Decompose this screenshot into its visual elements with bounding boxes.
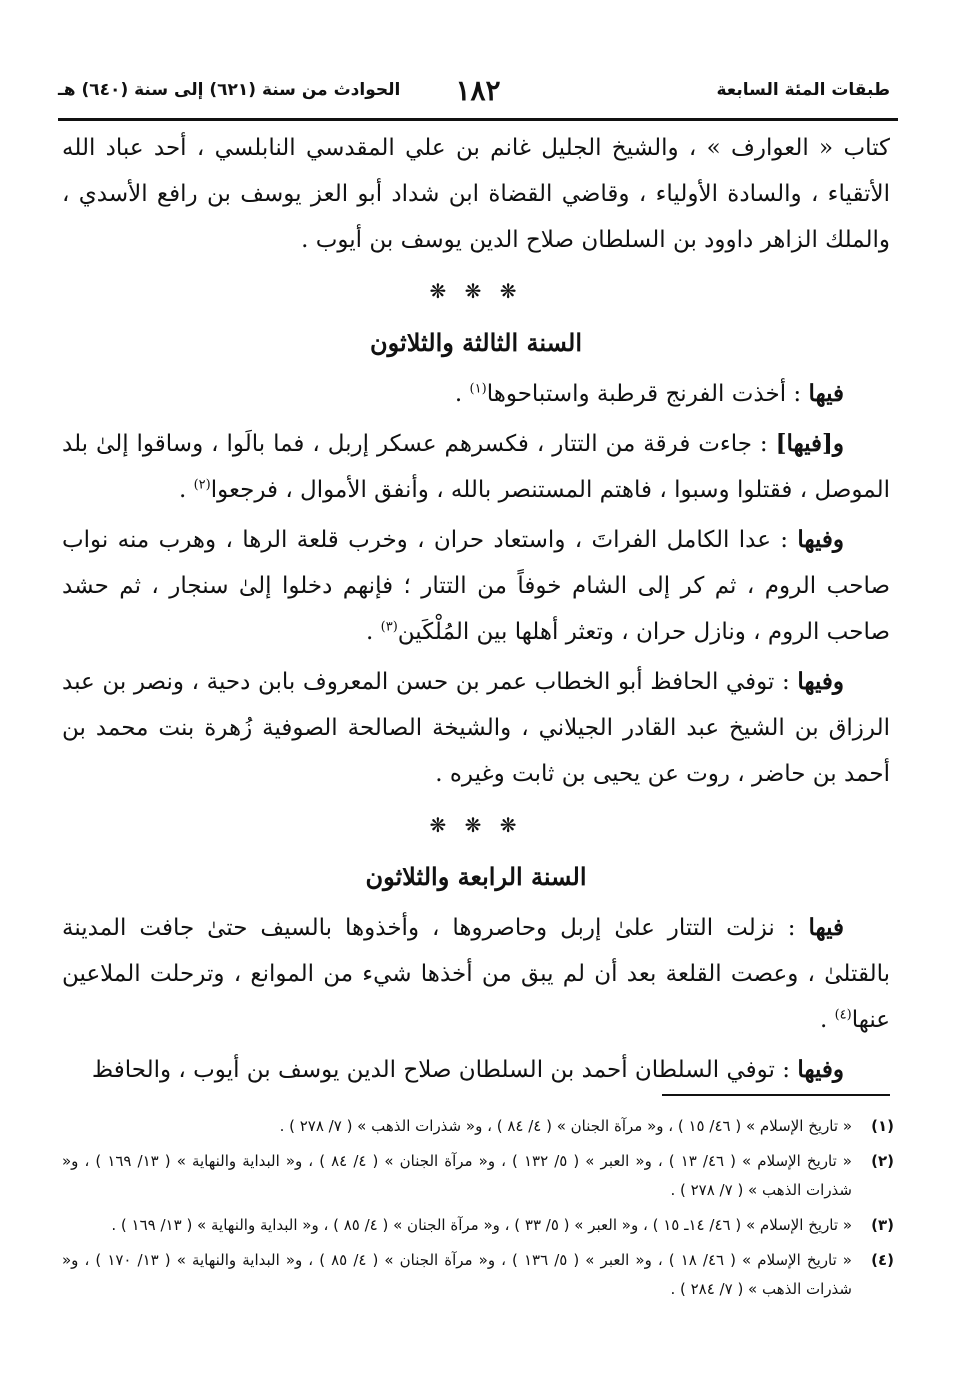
- paragraph: [62, 421, 890, 513]
- footnote-number: (٤): [871, 1251, 894, 1269]
- footnote-number: (١): [871, 1117, 894, 1135]
- paragraph-lead: وفيها: [797, 526, 844, 553]
- paragraph-text: : جاءت فرقة من التتار ، فكسرهم عسكر إربل ، فما بالَوا ، وساقوا إلىٰ بلد الموصل ، فقتلوا وسبوا ، فاهتم المستنصر بالله ، وأنفق الأموال ، فرجعوا: [62, 431, 890, 503]
- paragraph: [62, 905, 890, 1043]
- footnote: [62, 1112, 894, 1141]
- paragraph-text: : توفي السلطان أحمد بن السلطان صلاح الدين يوسف بن أيوب ، والحافظ: [91, 1057, 798, 1083]
- paragraph: [62, 371, 890, 417]
- paragraph-lead: فيها: [808, 380, 844, 407]
- paragraph: [62, 1047, 890, 1093]
- intro-paragraph: كتاب « العوارف » ، والشيخ الجليل غانم بن علي المقدسي النابلسي ، أحد عباد الله الأتقياء ، والسادة الأولياء ، وقاضي القضاة ابن شداد أبو العز يوسف بن رافع الأسدي ، والملك الزاهر داوود بن السلطان صلاح الدين يوسف بن أيوب .: [62, 135, 890, 253]
- paragraph-text: : عدا الكامل الفراتَ ، واستعاد حران ، وخرب قلعة الرها ، وهرب منه نواب صاحب الروم ، ثم كر إلى الشام خوفاً من التتار ؛ فإنهم دخلوا إلىٰ سنجار ، ثم حشد صاحب الروم ، ونازل حران ، وتعثر أهلها بين المُلْكَين: [62, 527, 890, 645]
- footnote-text: « تاريخ الإسلام » ( ٤٦/ ١٨ ) ، و« العبر » ( ٥/ ١٣٦ ) ، و« مرآة الجنان » ( ٤/ ٨٥ ) ، و« البداية والنهاية » ( ١٣/ ١٧٠ ) ، و« شذرات الذهب » ( ٧/ ٢٨٤ ) .: [62, 1251, 852, 1298]
- footnote-ref[interactable]: (٢): [193, 477, 211, 493]
- running-header: [58, 74, 898, 114]
- footnote-ref[interactable]: (٤): [834, 1007, 852, 1023]
- footnote-rule: [662, 1094, 890, 1096]
- main-text: [62, 125, 890, 1097]
- paragraph: [62, 517, 890, 655]
- section-title-year-33: السنة الثالثة والثلاثون: [369, 328, 582, 357]
- paragraph: [62, 659, 890, 797]
- footnote-text: « تاريخ الإسلام » ( ٤٦/ ١٤ـ ١٥ ) ، و« العبر » ( ٥/ ٣٣ ) ، و« مرآة الجنان » ( ٤/ ٨٥ ) ، و« البداية والنهاية » ( ١٣/ ١٦٩ ) .: [111, 1216, 852, 1234]
- section-separator: ❋ ❋ ❋: [429, 279, 523, 303]
- paragraph-text: : توفي الحافظ أبو الخطاب عمر بن حسن المعروف بابن دحية ، ونصر بن عبد الرزاق بن الشيخ عبد القادر الجيلاني ، والشيخة الصالحة الصوفية زُهرة بنت محمد بن أحمد بن حاضر ، روت عن يحيى بن ثابت وغيره .: [62, 669, 890, 787]
- year-range: الحوادث من سنة (٦٢١) إلى سنة (٦٤٠) هـ: [58, 80, 401, 100]
- footnote-ref[interactable]: (٣): [380, 619, 398, 635]
- paragraph-lead: وفيها: [797, 668, 844, 695]
- section-title-year-34: السنة الرابعة والثلاثون: [365, 862, 587, 891]
- paragraph-end: .: [819, 1007, 835, 1033]
- paragraph-text: : نزلت التتار علىٰ إربل وحاصروها ، وأخذوها بالسيف حتىٰ جافت المدينة بالقتلىٰ ، وعصت القلعة بعد أن لم يبق من أخذها شيء من الموانع ، وترحلت الملاعين عنها: [62, 915, 890, 1033]
- footnote-number: (٣): [871, 1216, 894, 1234]
- footnote-text: « تاريخ الإسلام » ( ٤٦/ ١٣ ) ، و« العبر » ( ٥/ ١٣٢ ) ، و« مرآة الجنان » ( ٤/ ٨٤ ) ، و« البداية والنهاية » ( ١٣/ ١٦٩ ) ، و« شذرات الذهب » ( ٧/ ٢٧٨ ) .: [62, 1152, 852, 1199]
- header-rule: [58, 118, 898, 121]
- footnote-ref[interactable]: (١): [469, 381, 487, 397]
- book-title: طبقات المئة السابعة: [716, 80, 890, 100]
- paragraph-end: .: [178, 477, 194, 503]
- paragraph-end: .: [366, 619, 381, 645]
- footnote: [62, 1211, 894, 1240]
- footnote: [62, 1246, 894, 1304]
- footnote-text: « تاريخ الإسلام » ( ٤٦/ ١٥ ) ، و« مرآة الجنان » ( ٤/ ٨٤ ) ، و« شذرات الذهب » ( ٧/ ٢٧٨ ) .: [279, 1117, 852, 1135]
- page-number: ١٨٢: [455, 74, 501, 107]
- paragraph-text: : أخذت الفرنج قرطبة واستباحوها: [486, 381, 809, 407]
- paragraph-lead: و[فيها]: [775, 430, 844, 457]
- paragraph-lead: وفيها: [797, 1056, 844, 1083]
- footnote-number: (٢): [871, 1152, 894, 1170]
- paragraph-lead: فيها: [808, 914, 844, 941]
- section-separator: ❋ ❋ ❋: [429, 813, 523, 837]
- footnote: [62, 1147, 894, 1205]
- paragraph-end: .: [454, 381, 470, 407]
- footnotes: [62, 1112, 894, 1310]
